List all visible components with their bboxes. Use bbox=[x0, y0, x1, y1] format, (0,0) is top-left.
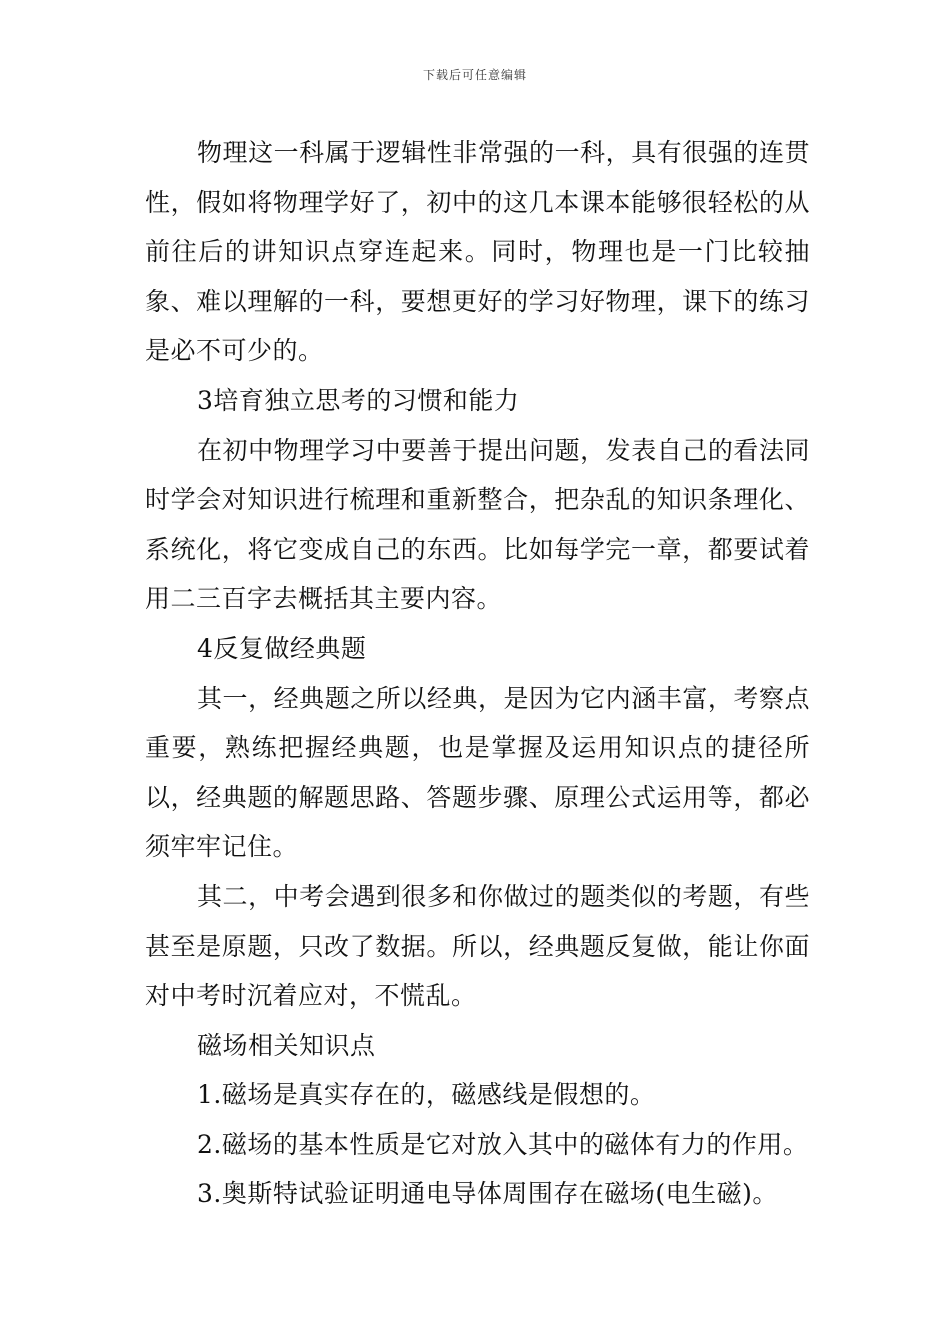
list-item-magnetic-3: 3.奥斯特试验证明通电导体周围存在磁场(电生磁)。 bbox=[197, 1179, 778, 1209]
paragraph-classic-problems-second: 其二，中考会遇到很多和你做过的题类似的考题，有些甚至是原题，只改了数据。所以，经典题反复做，能让你面对中考时沉着应对，不慌乱。 bbox=[145, 881, 810, 1011]
list-item-magnetic-2: 2.磁场的基本性质是它对放入其中的磁体有力的作用。 bbox=[197, 1129, 809, 1159]
document-body bbox=[145, 128, 810, 1219]
paragraph-physics-logic: 物理这一科属于逻辑性非常强的一科，具有很强的连贯性，假如将物理学好了，初中的这几本课本能够很轻松的从前往后的讲知识点穿连起来。同时，物理也是一门比较抽象、难以理解的一科，要想更好的学习好物理，课下的练习是必不可少的。 bbox=[145, 138, 810, 366]
section-heading-classic-problems: 4反复做经典题 bbox=[197, 633, 367, 663]
page-header: 下载后可任意编辑 bbox=[422, 68, 527, 82]
paragraph-independent-thinking: 在初中物理学习中要善于提出问题，发表自己的看法同时学会对知识进行梳理和重新整合，把杂乱的知识条理化、系统化，将它变成自己的东西。比如每学完一章，都要试着用二三百字去概括其主要内容。 bbox=[145, 435, 810, 614]
section-heading-magnetic-field: 磁场相关知识点 bbox=[197, 1030, 376, 1060]
paragraph-classic-problems-first: 其一，经典题之所以经典，是因为它内涵丰富，考察点重要，熟练把握经典题，也是掌握及运用知识点的捷径所以，经典题的解题思路、答题步骤、原理公式运用等，都必须牢牢记住。 bbox=[145, 683, 810, 862]
section-heading-independent-thinking: 3培育独立思考的习惯和能力 bbox=[197, 385, 520, 415]
list-item-magnetic-1: 1.磁场是真实存在的，磁感线是假想的。 bbox=[197, 1080, 656, 1110]
